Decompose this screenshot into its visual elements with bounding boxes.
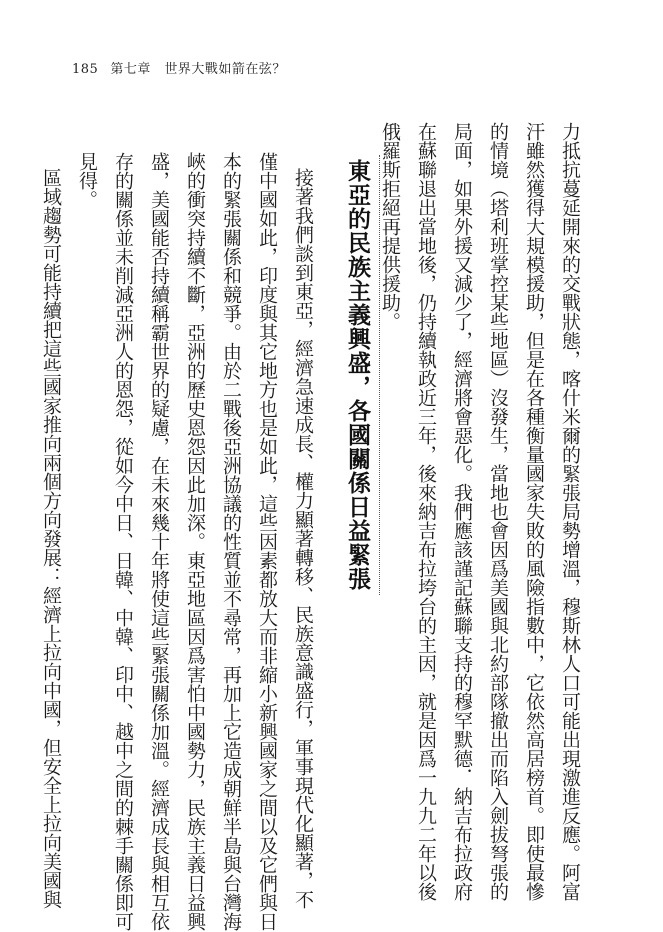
text-line: 僅中國如此，印度與其它地方也是如此，這些因素都放大而非縮小新興國家之間以及它們與日	[256, 152, 278, 931]
text-line: 力抵抗蔓延開來的交戰狀態，喀什米爾的緊張局勢增溫，穆斯林人口可能出現激進反應。阿富	[559, 122, 581, 901]
section-heading-block	[330, 155, 380, 595]
text-line: 汗雖然獲得大規模援助，但是在各種衡量國家失敗的風險指數中，它依然高居榜首。即使最慘	[523, 122, 545, 901]
running-header	[72, 58, 286, 77]
page-number: 185	[72, 62, 99, 77]
heading-rule	[379, 155, 380, 595]
section-heading: 東亞的民族主義興盛，各國關係日益緊張	[344, 159, 371, 591]
text-line: 接著我們談到東亞，經濟急速成長、權力顯著轉移、民族意識盛行，軍事現代化顯著，不	[292, 168, 314, 909]
text-line: 盛，美國能否持續稱霸世界的疑慮，在未來幾十年將使這些緊張關係加溫。經濟成長與相互依	[148, 152, 170, 931]
text-line: 存的關係並未削減亞洲人的恩怨，從如今中日、日韓、中韓、印中、越中之間的棘手關係即可	[112, 152, 134, 931]
text-line: 峽的衝突持續不斷，亞洲的歷史恩怨因此加深。東亞地區因爲害怕中國勢力，民族主義日益興	[184, 152, 206, 931]
chapter-title: 第七章 世界大戰如箭在弦？	[110, 62, 286, 77]
text-line: 俄羅斯拒絕再提供援助。	[379, 122, 401, 331]
text-line: 本的緊張關係和競爭。由於二戰後亞洲協議的性質並不尋常，再加上它造成朝鮮半島與台灣海	[220, 152, 242, 931]
text-line: 的情境（塔利班掌控某些地區）沒發生，當地也會因爲美國與北約部隊撤出而陷入劍拔弩張的	[487, 122, 509, 901]
text-line: 見得。	[76, 152, 98, 209]
text-line: 在蘇聯退出當地後，仍持續執政近三年，後來納吉布拉垮台的主因，就是因爲一九九二年以後	[415, 122, 437, 901]
text-line: 局面，如果外援又減少了，經濟將會惡化。我們應該謹記蘇聯支持的穆罕默德．納吉布拉政府	[451, 122, 473, 901]
text-line: 區域趨勢可能持續把這些國家推向兩個方向發展：經濟上拉向中國，但安全上拉向美國與	[40, 168, 62, 909]
